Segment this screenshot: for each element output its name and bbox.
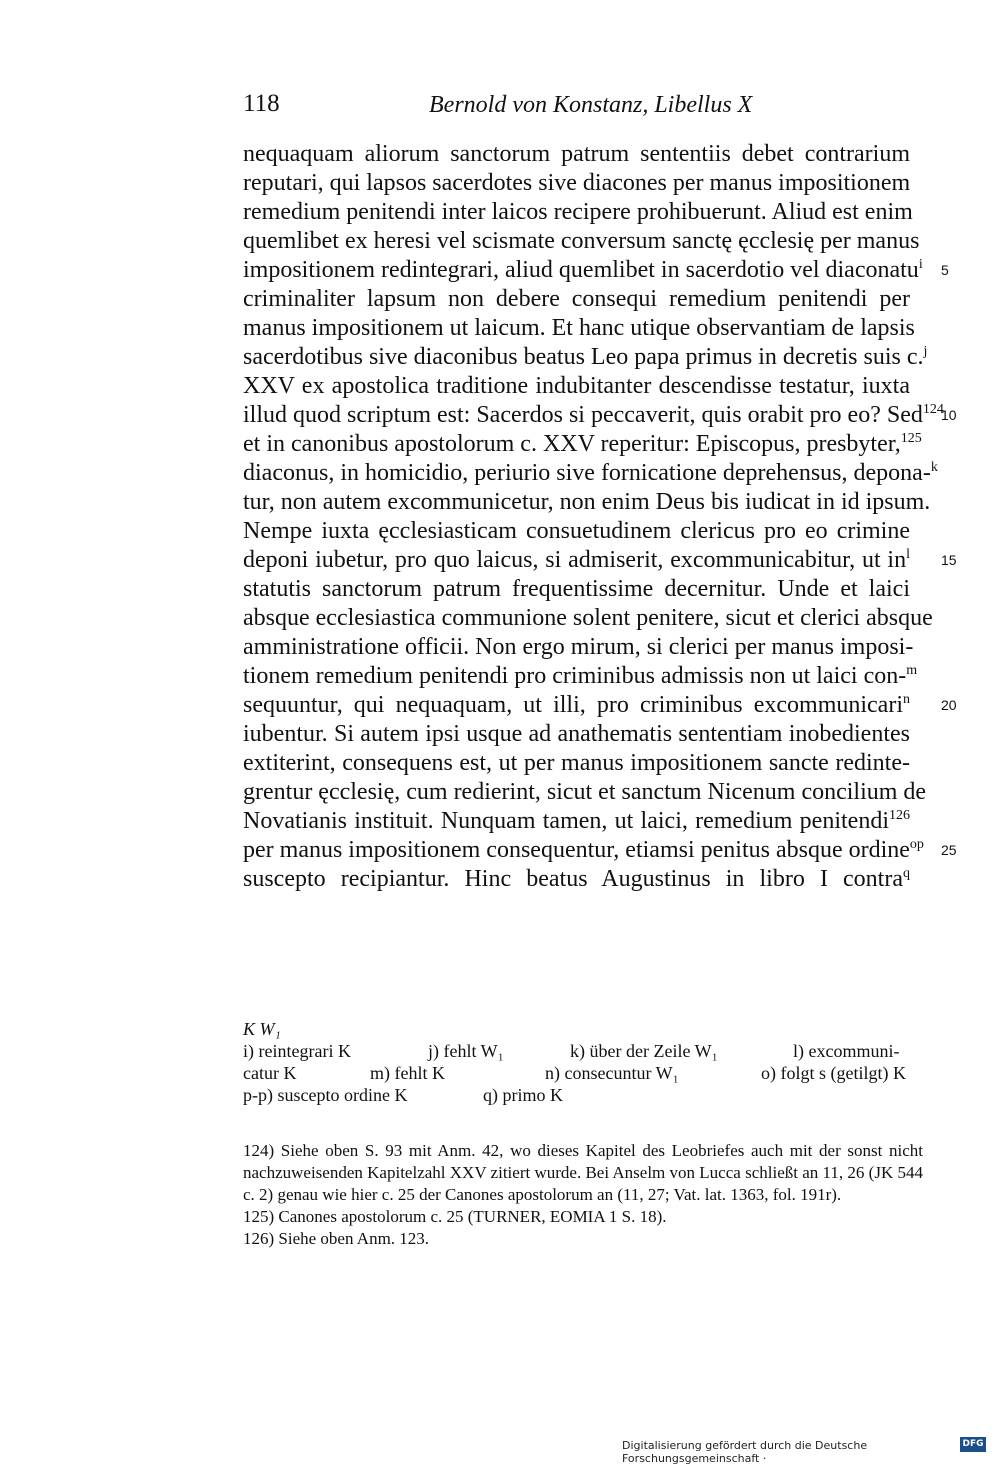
footnote-marker: 125 xyxy=(900,431,922,446)
text-line: per manus impositionem consequentur, etiamsi penitus absque ordine$^{op}$ 25 xyxy=(243,837,957,863)
apparatus-line xyxy=(243,1040,923,1062)
footnote: 125) Canones apostolorum c. 25 (TURNER, EOMIA 1 S. 18). xyxy=(243,1207,667,1226)
text-line: reputari, qui lapsos sacerdotes sive diacones per manus impositionem xyxy=(243,170,911,196)
apparatus-marker: k xyxy=(930,460,938,475)
page-number: 118 xyxy=(243,90,280,117)
line-number: 5 xyxy=(941,262,949,278)
text-line: et in canonibus apostolorum c. XXV reperitur: Episcopus, presbyter,$^{125}$ xyxy=(243,431,922,457)
footnotes xyxy=(243,1140,923,1250)
apparatus-entry: l) excommuni- xyxy=(793,1041,900,1061)
line-number: 25 xyxy=(941,842,957,858)
text-line: sacerdotibus sive diaconibus beatus Leo papa primus in decretis suis c.$^j$ xyxy=(243,344,928,370)
text-line: sequuntur, qui nequaquam, ut illi, pro criminibus excommunicari$^n$ 20 xyxy=(243,692,957,718)
text-line: extiterint, consequens est, ut per manus impositionem sancte redinte- xyxy=(243,750,910,776)
text-line: manus impositionem ut laicum. Et hanc utique observantiam de lapsis xyxy=(243,315,915,341)
critical-apparatus xyxy=(243,1018,923,1106)
line-number: 20 xyxy=(941,697,957,713)
running-title: Bernold von Konstanz, Libellus X xyxy=(429,92,753,118)
text-line: remedium penitendi inter laicos recipere prohibuerunt. Aliud est enim xyxy=(243,199,913,225)
digitization-credit: Digitalisierung gefördert durch die Deutsche Forschungsgemeinschaft · xyxy=(622,1439,868,1465)
text-line: iubentur. Si autem ipsi usque ad anathematis sententiam inobedientes xyxy=(243,721,910,747)
apparatus-entry: m) fehlt K xyxy=(370,1063,445,1083)
text-line: diaconus, in homicidio, periurio sive fornicatione deprehensus, depona-$^k$ xyxy=(243,460,938,486)
apparatus-marker: j xyxy=(923,344,928,359)
apparatus-entry: o) folgt s (getilgt) K xyxy=(761,1063,906,1083)
text-line: nequaquam aliorum sanctorum patrum sententiis debet contrarium xyxy=(243,141,910,167)
footnote: 124) Siehe oben S. 93 mit Anm. 42, wo dieses Kapitel des Leobriefes auch mit der sonst nicht nachzuweisenden Kapitelzahl XXV zitiert wurde. Bei Anselm von Lucca schließt an 11, 26 (JK 544 c. 2) genau wie hier c. 25 der Canones apostolorum an (11, 27; Vat. lat. 1363, fol. 191r). xyxy=(243,1141,923,1204)
text-line: impositionem redintegrari, aliud quemlibet in sacerdotio vel diaconatu$^i$ 5 xyxy=(243,257,949,283)
apparatus-marker: o xyxy=(909,837,917,852)
line-number: 10 xyxy=(941,407,957,423)
apparatus-entry: q) primo K xyxy=(483,1085,563,1105)
dfg-logo: DFG xyxy=(960,1437,986,1452)
apparatus-entry: n) consecuntur W₁ xyxy=(545,1063,679,1083)
text-line: deponi iubetur, pro quo laicus, si admiserit, excommunicabitur, ut $in^l$ 15 xyxy=(243,547,957,573)
apparatus-marker: n xyxy=(903,692,910,707)
text-line: suscepto recipiantur. Hinc beatus Augustinus in libro I contra$^q$ xyxy=(243,866,910,892)
footnote: 126) Siehe oben Anm. 123. xyxy=(243,1229,430,1248)
text-line: XXV ex apostolica traditione indubitanter descendisse testatur, iuxta xyxy=(243,373,910,399)
line-number: 15 xyxy=(941,552,957,568)
apparatus-entry: j) fehlt W₁ xyxy=(428,1041,504,1061)
apparatus-entry: catur K xyxy=(243,1063,297,1083)
apparatus-marker: m xyxy=(906,663,918,678)
manuscript-sigla: K W₁ xyxy=(243,1019,281,1039)
text-line: amministratione officii. Non ergo mirum, si clerici per manus imposi- xyxy=(243,634,914,660)
apparatus-marker: q xyxy=(903,866,910,881)
text-line: grentur ęcclesię, cum redierint, sicut et sanctum Nicenum concilium de xyxy=(243,779,927,805)
apparatus-marker: i xyxy=(918,257,923,272)
text-line: illud quod scriptum est: Sacerdos si peccaverit, quis orabit pro eo? Sed$^{124}$ 10 xyxy=(243,402,957,428)
text-line: tionem remedium penitendi pro criminibus admissis non ut laici con-$^m$ xyxy=(243,663,918,689)
main-text xyxy=(243,140,957,894)
text-line: quemlibet ex heresi vel scismate conversum sanctę ęcclesię per manus xyxy=(243,228,920,254)
text-line: Nempe iuxta ęcclesiasticam consuetudinem clericus pro eo crimine xyxy=(243,518,910,544)
apparatus-marker: l xyxy=(906,547,910,562)
apparatus-entry: p-p) suscepto ordine K xyxy=(243,1085,408,1105)
text-line: tur, non autem excommunicetur, non enim Deus bis iudicat in id ipsum. xyxy=(243,489,931,515)
apparatus-line xyxy=(243,1084,923,1106)
page-header xyxy=(243,90,910,126)
text-line: Novatianis instituit. Nunquam tamen, ut laici, remedium penitendi$^{126}$ xyxy=(243,808,910,834)
apparatus-line xyxy=(243,1062,923,1084)
footnote-marker: 126 xyxy=(889,808,910,823)
text-line: statutis sanctorum patrum frequentissime decernitur. Unde et laici xyxy=(243,576,910,602)
footnote-marker: 124 xyxy=(922,402,944,417)
apparatus-line xyxy=(243,1018,923,1040)
text-line: criminaliter lapsum non debere consequi remedium penitendi per xyxy=(243,286,910,312)
text-line: absque ecclesiastica communione solent penitere, sicut et clerici absque xyxy=(243,605,933,631)
apparatus-entry: k) über der Zeile W₁ xyxy=(570,1041,718,1061)
apparatus-marker: p xyxy=(916,837,924,852)
apparatus-entry: i) reintegrari K xyxy=(243,1041,351,1061)
